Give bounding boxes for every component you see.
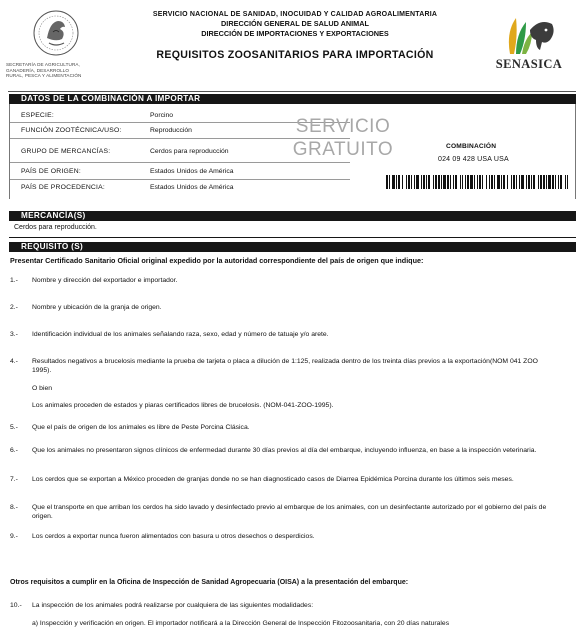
section-divider (9, 237, 576, 238)
datos-value: Estados Unidos de América (150, 184, 234, 191)
item-number: 9.- (10, 533, 18, 540)
combinacion-label: COMBINACIÓN (446, 143, 497, 150)
barcode-bar (396, 175, 397, 189)
barcode-bar (538, 175, 539, 189)
barcode-bar (455, 175, 457, 189)
barcode-bar (406, 175, 407, 189)
barcode-bar (426, 175, 427, 189)
servicio-gratuito-watermark (278, 115, 408, 161)
item-number: 2.- (10, 304, 18, 311)
barcode-bar (460, 175, 461, 189)
barcode-bar (414, 175, 415, 189)
otros-requisitos-heading: Otros requisitos a cumplir en la Oficina de Inspección de Sanidad Agropecuaria (OISA) a la presentación del embarque: (10, 579, 409, 586)
secretaria-caption (6, 62, 102, 79)
barcode-bar (423, 175, 425, 189)
item-number: 1.- (10, 277, 18, 284)
datos-value: Reproducción (150, 127, 192, 134)
barcode-bar (438, 175, 440, 189)
barcode-bar (548, 175, 551, 189)
barcode-bar (402, 175, 403, 189)
barcode-bar (479, 175, 481, 189)
directorate-name: DIRECCIÓN GENERAL DE SALUD ANIMAL (221, 19, 369, 28)
barcode-bar (389, 175, 390, 189)
barcode-bar (552, 175, 554, 189)
item-text: Que el transporte en que arriban los cerdos ha sido lavado y desinfectado previo al embarque de los animales, con un desinfectante autorizado por el gobierno del país de origen. (32, 504, 547, 520)
item-number: 3.- (10, 331, 18, 338)
item-text: Nombre y ubicación de la granja de origen. (32, 304, 162, 311)
requisito-intro: Presentar Certificado Sanitario Oficial original expedido por la autoridad correspondiente del país de origen que indique: (10, 256, 424, 265)
datos-row-pais-procedencia (10, 181, 350, 194)
barcode-bar (441, 175, 442, 189)
document-header (100, 10, 490, 61)
barcode-bar (503, 175, 505, 189)
watermark-line: SERVICIO (295, 116, 391, 137)
barcode-bar (433, 175, 434, 189)
barcode-bar (531, 175, 532, 189)
item-text: Que el país de origen de los animales es libre de Peste Porcina Clásica. (32, 424, 250, 431)
item-number: 8.- (10, 504, 18, 511)
item-number: 6.- (10, 447, 18, 454)
barcode-bar (555, 175, 556, 189)
row-divider (10, 179, 350, 180)
mexican-coat-of-arms-icon (20, 8, 92, 58)
barcode-bar (489, 175, 490, 189)
barcode-bar (533, 175, 535, 189)
barcode-bar (494, 175, 495, 189)
barcode-bar (411, 175, 412, 189)
barcode-bar (491, 175, 493, 189)
barcode-bar (521, 175, 524, 189)
barcode-bar (467, 175, 469, 189)
barcode-bar (392, 175, 395, 189)
document-title: REQUISITOS ZOOSANITARIOS PARA IMPORTACIÓN (156, 49, 434, 61)
item-text: Los cerdos que se exportan a México proceden de granjas donde no se han diagnosticado casos de Diarrea Epidémica Porcina durante los últimos seis meses. (32, 476, 514, 483)
agency-name: SERVICIO NACIONAL DE SANIDAD, INOCUIDAD Y CALIDAD AGROALIMENTARIA (152, 11, 438, 18)
barcode-bar (421, 175, 422, 189)
item-text: Nombre y dirección del exportador e importador. (32, 277, 178, 284)
barcode-bar (497, 175, 500, 189)
senasica-wordmark: SENASICA (495, 57, 563, 71)
secretaria-caption-line: RURAL, PESCA Y ALIMENTACIÓN (6, 73, 82, 79)
datos-label: ESPECIE: (21, 112, 54, 119)
datos-heading: DATOS DE LA COMBINACIÓN A IMPORTAR (9, 94, 576, 104)
barcode-bar (416, 175, 419, 189)
item-text: a) Inspección y verificación en origen. El importador notificará a la Dirección General de Inspección Fitozoosanitaria, con 20 días naturales (32, 620, 450, 627)
combinacion-value: 024 09 428 USA USA (438, 156, 509, 163)
datos-label: PAÍS DE PROCEDENCIA: (21, 184, 105, 191)
division-name: DIRECCIÓN DE IMPORTACIONES Y EXPORTACIONES (201, 28, 389, 38)
barcode-bar (526, 175, 527, 189)
barcode-icon (386, 175, 570, 189)
mercancia-heading: MERCANCÍA(S) (9, 211, 576, 221)
item-text: Los cerdos a exportar nunca fueron alimentados con basura u otros desechos o desperdicios. (32, 533, 315, 540)
barcode-bar (560, 175, 562, 189)
item-text: O bien (32, 385, 53, 392)
item-text: Identificación individual de los animales señalando raza, sexo, edad y número de tatuaje y/o arete. (32, 331, 329, 338)
barcode-bar (447, 175, 449, 189)
barcode-bar (540, 175, 542, 189)
datos-label: PAÍS DE ORIGEN: (21, 168, 81, 175)
barcode-bar (398, 175, 400, 189)
requisito-heading: REQUISITO (S) (9, 242, 576, 252)
datos-value: Porcino (150, 112, 174, 119)
barcode-bar (567, 175, 568, 189)
barcode-bar (511, 175, 512, 189)
barcode-bar (546, 175, 547, 189)
datos-value: Estados Unidos de América (150, 168, 234, 175)
datos-value: Cerdos para reproducción (150, 148, 229, 155)
barcode-bar (513, 175, 515, 189)
barcode-bar (450, 175, 451, 189)
barcode-bar (443, 175, 446, 189)
item-text: La inspección de los animales podrá realizarse por cualquiera de las siguientes modalidades: (32, 602, 314, 609)
barcode-bar (477, 175, 478, 189)
item-text: Resultados negativos a brucelosis mediante la prueba de tarjeta o placa a dilución de 1:125, realizada dentro de los treinta días previos a la exportación(NOM 041 ZOO 1995). (32, 358, 538, 374)
barcode-bar (482, 175, 483, 189)
item-number: 10.- (10, 602, 22, 609)
barcode-bar (519, 175, 520, 189)
datos-label: GRUPO DE MERCANCÍAS: (21, 148, 111, 155)
item-number: 5.- (10, 424, 18, 431)
item-number: 4.- (10, 358, 18, 365)
barcode-bar (386, 175, 388, 189)
watermark-line: GRATUITO (292, 139, 394, 160)
row-divider (10, 162, 350, 163)
barcode-bar (507, 175, 508, 189)
barcode-bar (470, 175, 473, 189)
item-text: Los animales proceden de estados y piaras certificados libres de brucelosis. (NOM-041-ZOO-1995). (32, 402, 334, 409)
barcode-bar (543, 175, 545, 189)
barcode-bar (428, 175, 430, 189)
senasica-emblem-icon (496, 10, 560, 60)
header-divider (8, 91, 576, 92)
secretaria-caption-line: SECRETARÍA DE AGRICULTURA, (6, 62, 80, 67)
barcode-bar (486, 175, 487, 189)
barcode-bar (435, 175, 437, 189)
datos-label: FUNCIÓN ZOOTÉCNICA/USO: (21, 127, 122, 134)
barcode-bar (465, 175, 466, 189)
barcode-bar (453, 175, 454, 189)
barcode-bar (558, 175, 559, 189)
secretaria-caption-line: GANADERÍA, DESARROLLO (6, 67, 70, 73)
barcode-bar (501, 175, 502, 189)
barcode-bar (474, 175, 475, 189)
mercancia-text: Cerdos para reproducción. (14, 224, 97, 231)
barcode-bar (565, 175, 566, 189)
barcode-bar (516, 175, 517, 189)
barcode-bar (408, 175, 410, 189)
item-text: Que los animales no presentaron signos clínicos de enfermedad durante 30 días previos al día del embarque, incluyendo influenza, en base a la inspección veterinaria. (32, 447, 537, 454)
barcode-bar (528, 175, 530, 189)
item-number: 7.- (10, 476, 18, 483)
barcode-bar (462, 175, 463, 189)
datos-row-pais-origen (10, 165, 350, 178)
